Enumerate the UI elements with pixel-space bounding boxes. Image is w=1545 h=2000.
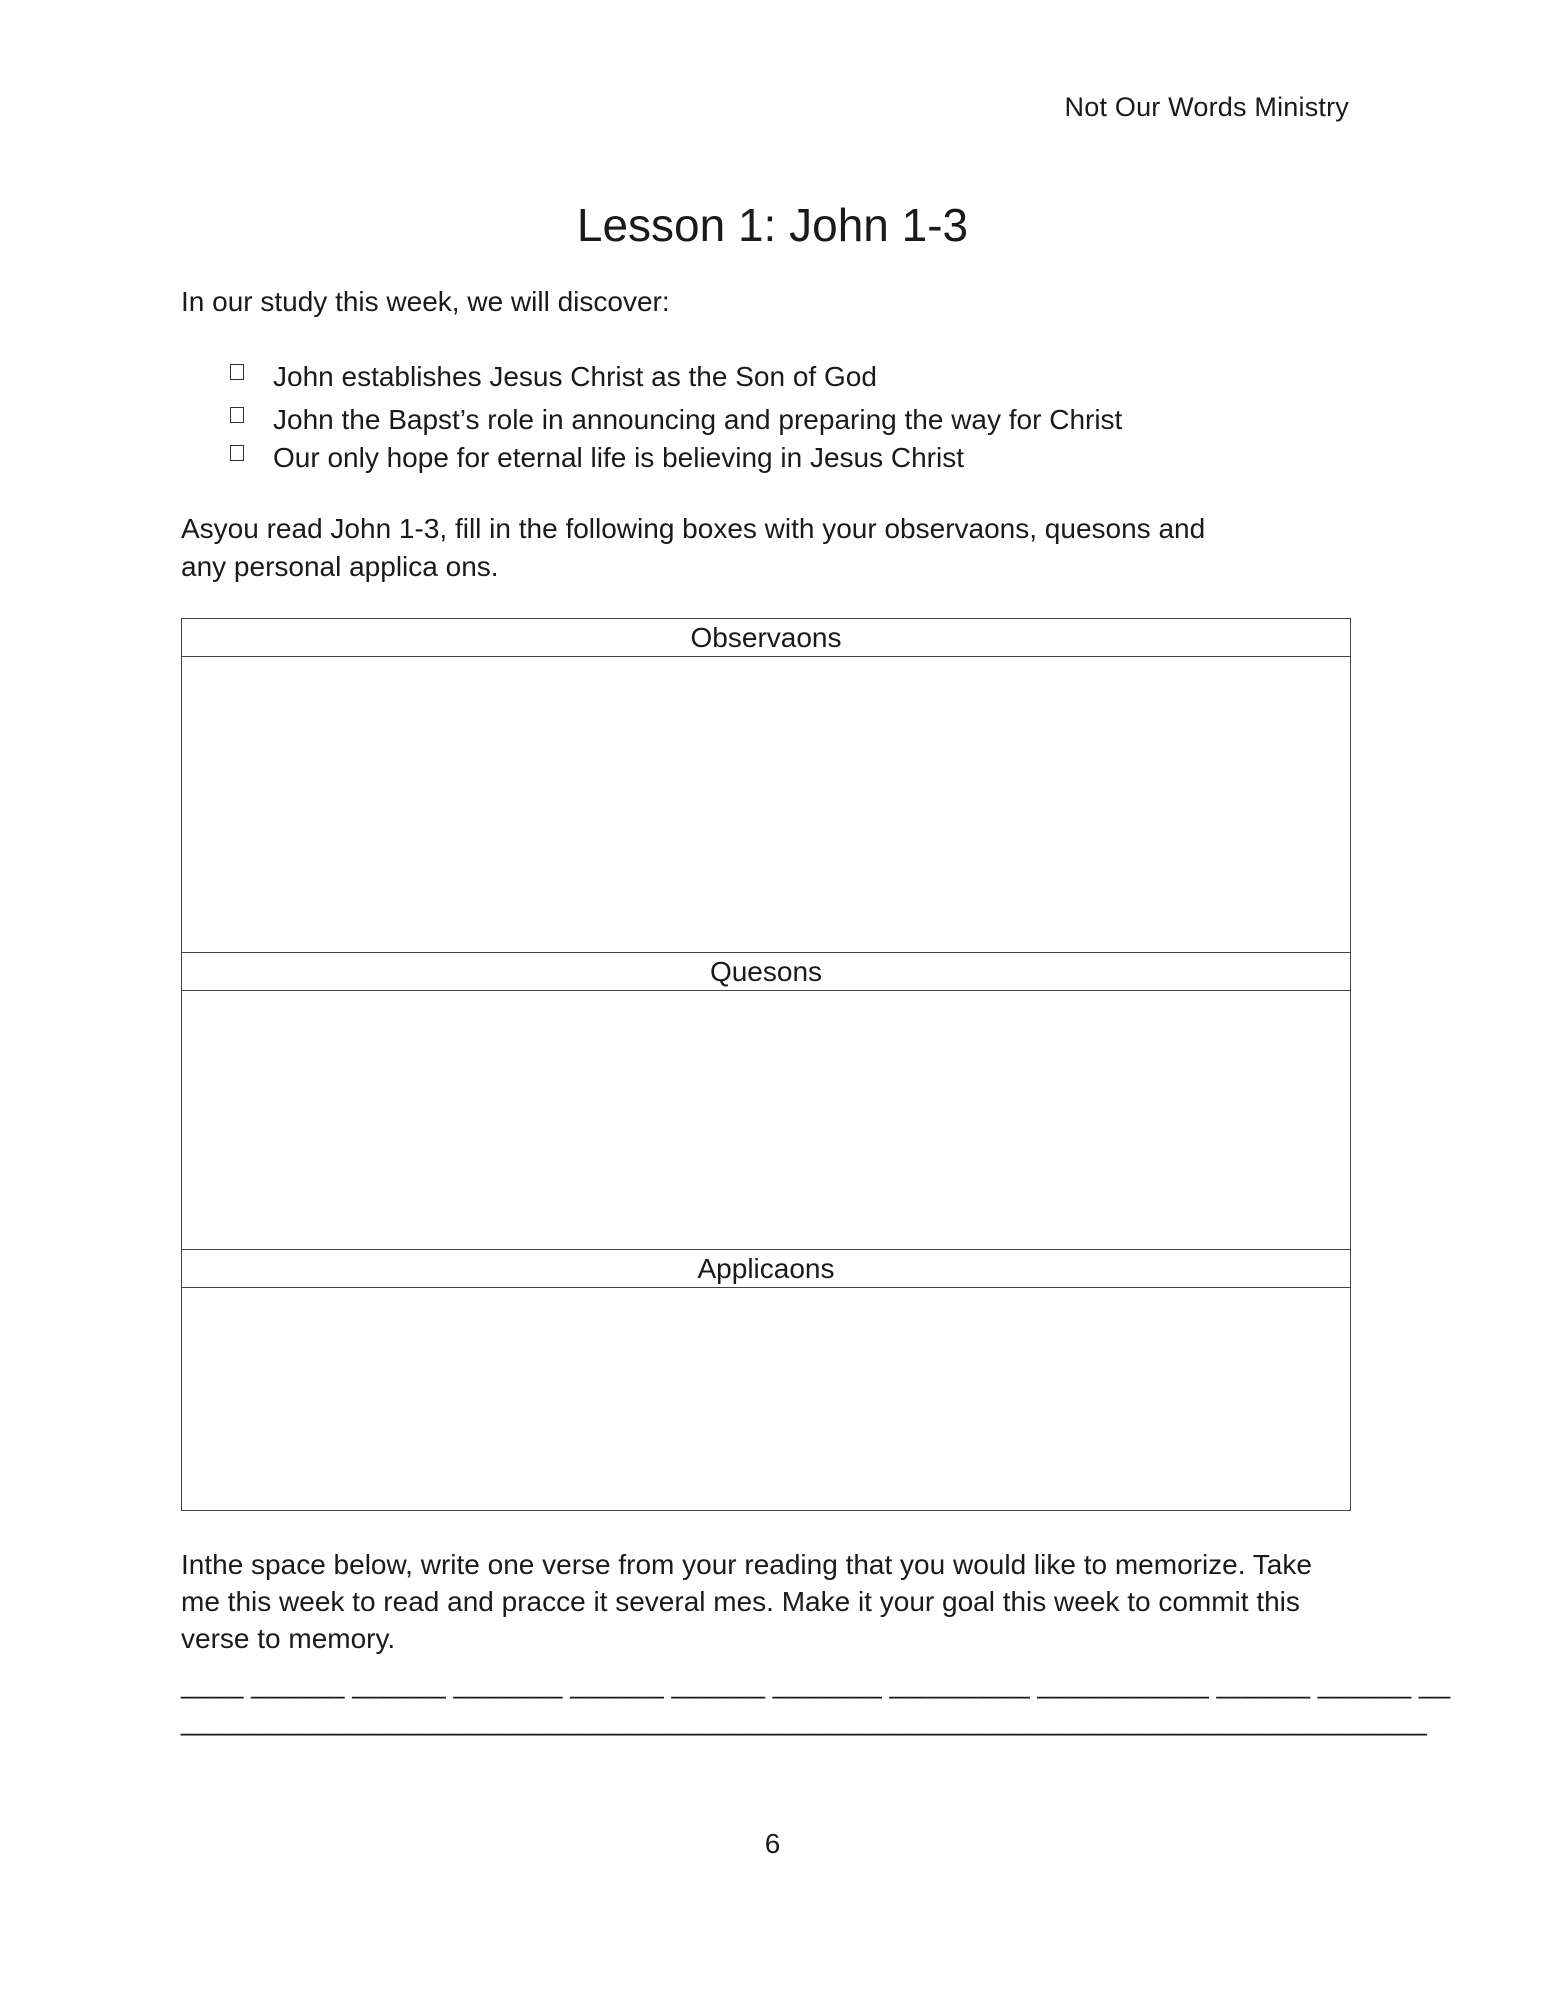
goal-label: Our only hope for eternal life is believing in Jesus Christ (273, 442, 965, 473)
goal-item (228, 439, 1122, 477)
goals-checklist (228, 358, 1122, 477)
goal-checkbox[interactable] (230, 445, 244, 461)
goal-item (228, 358, 1122, 396)
memory-verse-line[interactable]: ________________________________________________________________________________ (181, 1705, 1427, 1736)
memory-verse-instructions: Inthe space below, write one verse from your reading that you would like to memorize. Take me this week to read and pracce it several mes. Make it your goal this week to commit this verse to memory. (181, 1549, 1312, 1654)
goal-item (228, 401, 1122, 439)
questions-header: Quesons (182, 953, 1350, 991)
study-table (181, 618, 1351, 1511)
goal-label: John the Bapst’s role in announcing and preparing the way for Christ (273, 404, 1123, 435)
questions-box[interactable] (182, 991, 1350, 1250)
observations-box[interactable] (182, 657, 1350, 953)
goal-checkbox[interactable] (230, 407, 244, 423)
memory-verse-line[interactable]: ____ ______ ______ _______ ______ ______ _______ _________ ___________ ______ ______ __ (181, 1668, 1451, 1699)
intro-text: In our study this week, we will discover: (181, 286, 670, 317)
applications-header: Applicaons (182, 1250, 1350, 1288)
lesson-title: Lesson 1: John 1-3 (576, 199, 969, 251)
goal-checkbox[interactable] (230, 364, 244, 380)
ministry-header: Not Our Words Ministry (1064, 92, 1349, 122)
observations-header: Observaons (182, 619, 1350, 657)
goal-label: John establishes Jesus Christ as the Son of God (273, 361, 877, 392)
applications-box[interactable] (182, 1288, 1350, 1510)
instructions-text: Asyou read John 1-3, fill in the following boxes with your observaons, quesons and any personal applica ons. (181, 513, 1206, 582)
page-number: 6 (764, 1828, 781, 1859)
